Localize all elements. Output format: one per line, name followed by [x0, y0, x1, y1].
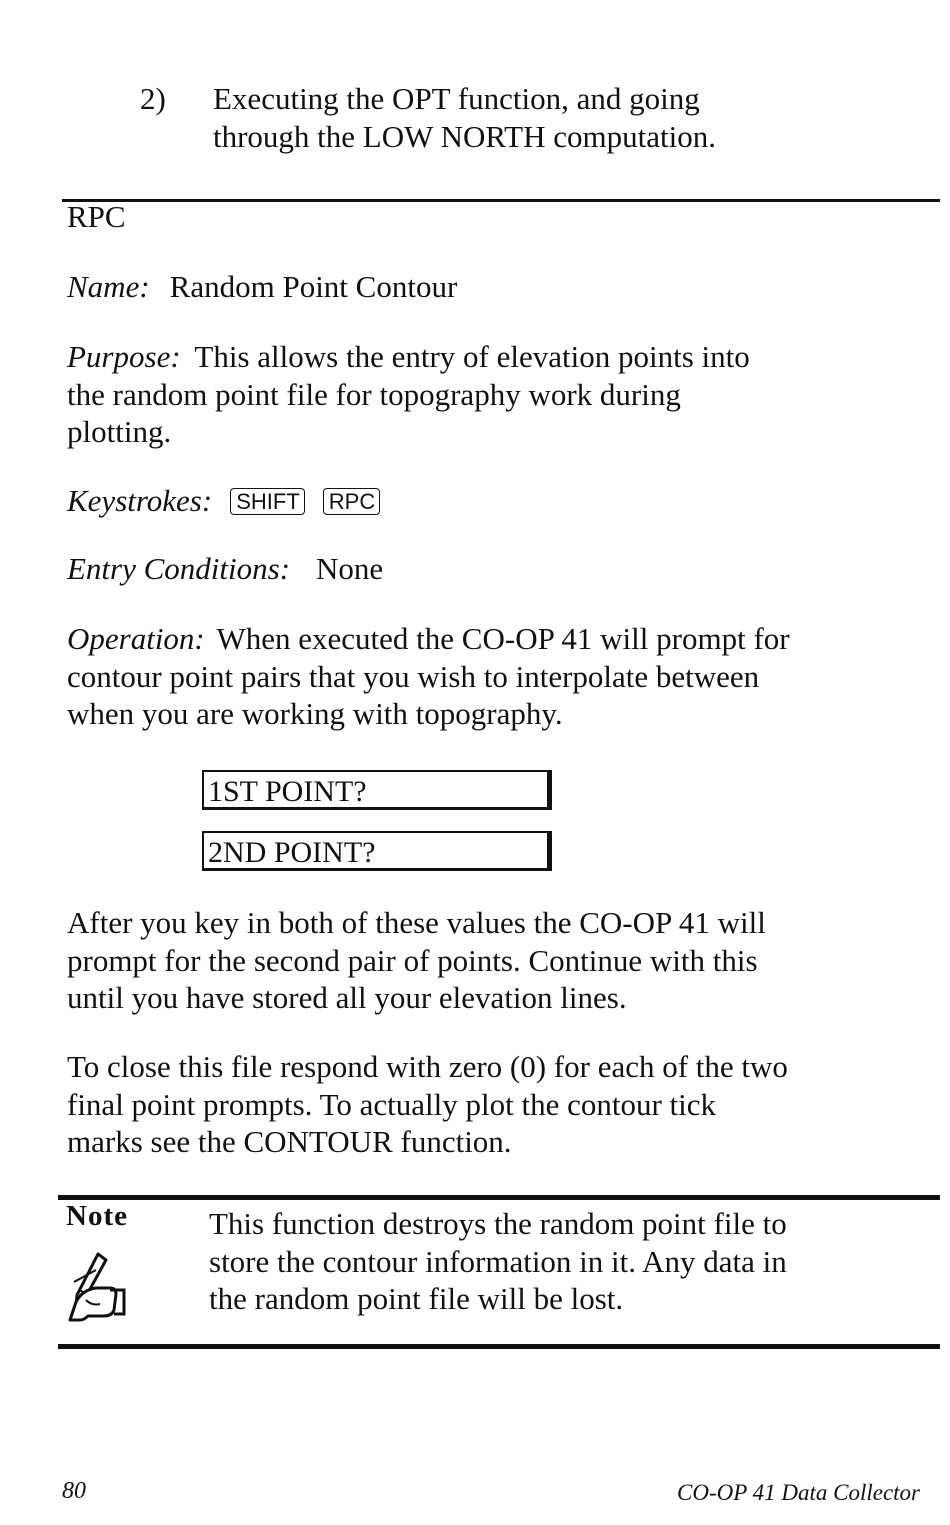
operation-block	[67, 620, 937, 733]
operation-line: contour point pairs that you wish to interpolate between	[67, 658, 760, 694]
pencil-writing-icon	[66, 1250, 126, 1327]
paragraph-line: After you key in both of these values the CO-OP 41 will	[67, 905, 766, 940]
name-row	[67, 268, 457, 306]
purpose-line: the random point file for topography work during	[67, 376, 681, 412]
note-line: store the contour information in it. Any data in	[209, 1243, 787, 1279]
name-value: Random Point Contour	[169, 269, 458, 304]
shift-key: SHIFT	[230, 488, 305, 515]
paragraph-line: prompt for the second pair of points. Continue with this	[67, 942, 758, 978]
section-heading: RPC	[67, 199, 126, 234]
page-number: 80	[62, 1478, 86, 1504]
entry-row	[67, 550, 383, 588]
note-line: the random point file will be lost.	[209, 1281, 624, 1316]
note-label: Note	[66, 1200, 128, 1232]
keystrokes-label: Keystrokes:	[67, 483, 213, 518]
note-bottom-rule	[58, 1344, 940, 1349]
note-line: This function destroys the random point file to	[209, 1206, 787, 1241]
step-line: Executing the OPT function, and going	[213, 81, 700, 116]
note-text	[209, 1205, 939, 1318]
purpose-line: plotting.	[67, 414, 172, 449]
step-text	[213, 80, 716, 155]
rpc-key: RPC	[323, 488, 380, 515]
purpose-block	[67, 338, 937, 451]
operation-line: When executed the CO-OP 41 will prompt for	[216, 621, 790, 656]
name-label: Name:	[67, 269, 150, 304]
purpose-line: This allows the entry of elevation points into	[194, 339, 750, 374]
operation-line: when you are working with topography.	[67, 696, 563, 731]
entry-label: Entry Conditions:	[67, 551, 291, 586]
display-prompt-2: 2ND POINT?	[202, 831, 552, 871]
step-number: 2)	[140, 81, 166, 116]
paragraph-line: final point prompts. To actually plot the contour tick	[67, 1086, 717, 1122]
display-prompt-1: 1ST POINT?	[202, 770, 552, 810]
operation-label: Operation:	[67, 621, 205, 656]
note-top-rule	[58, 1195, 940, 1200]
book-title: CO-OP 41 Data Collector	[677, 1480, 920, 1505]
purpose-label: Purpose:	[67, 339, 181, 374]
entry-value: None	[316, 551, 384, 586]
paragraph-line: To close this file respond with zero (0) for each of the two	[67, 1049, 788, 1084]
keystrokes-row	[67, 482, 398, 520]
paragraph-line: until you have stored all your elevation lines.	[67, 980, 627, 1015]
section-rule	[62, 199, 940, 202]
paragraph-2	[67, 1048, 942, 1161]
step-line: through the LOW NORTH computation.	[213, 118, 716, 154]
paragraph-line: marks see the CONTOUR function.	[67, 1124, 512, 1159]
paragraph-1	[67, 904, 937, 1017]
